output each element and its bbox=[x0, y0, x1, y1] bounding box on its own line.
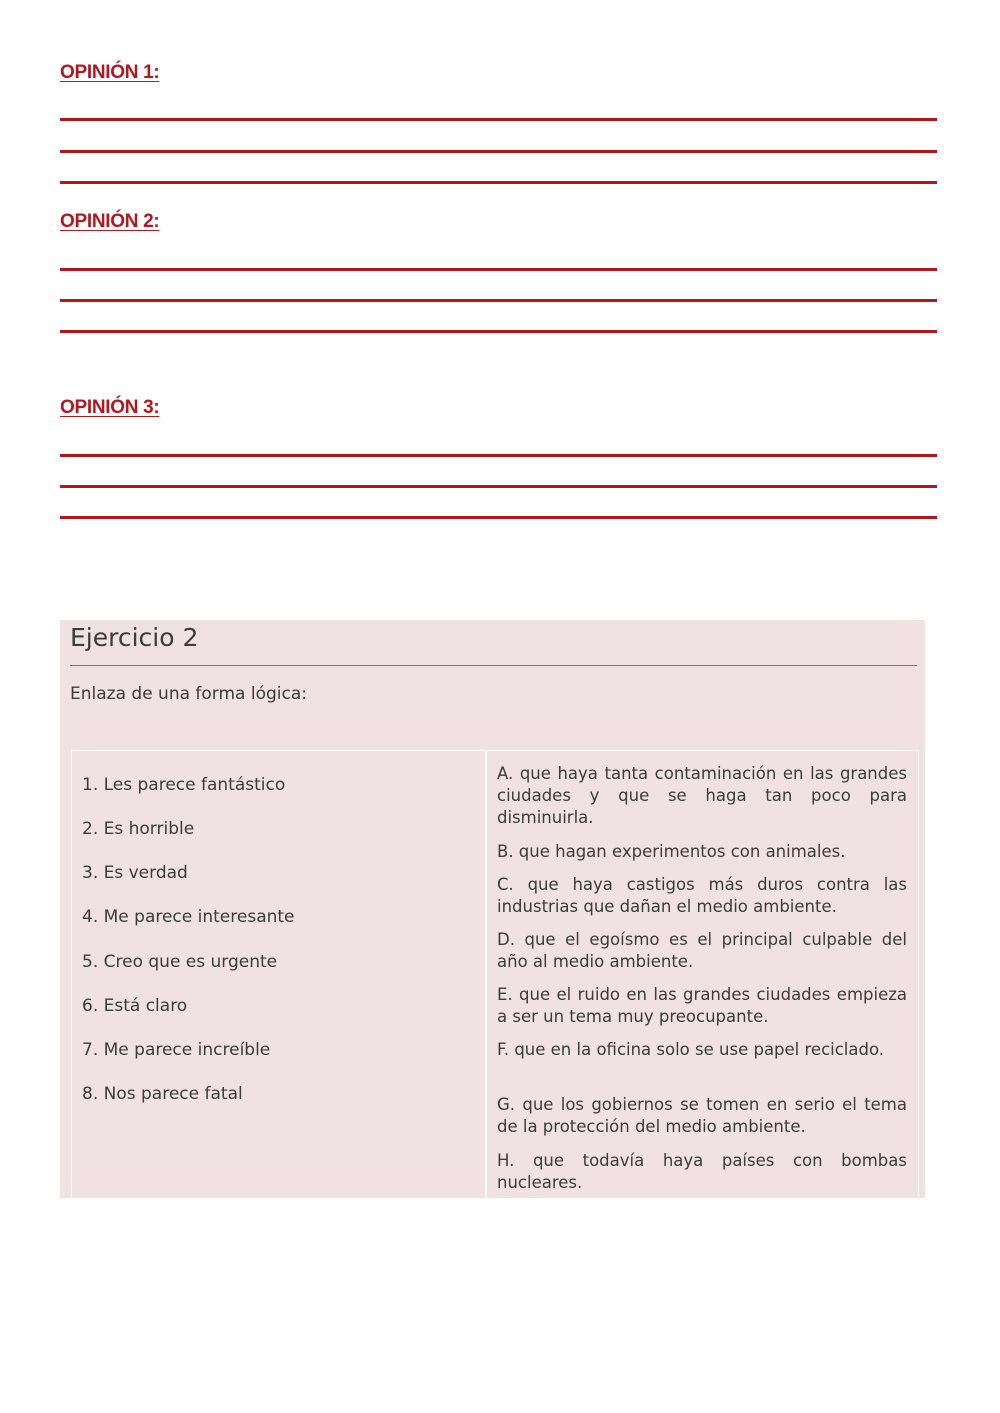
ending-item[interactable]: F. que en la oficina solo se use papel reciclado. bbox=[497, 1040, 885, 1059]
ending-item[interactable]: G. que los gobiernos se tomen en serio el tema de la protección del medio ambiente. bbox=[497, 1095, 907, 1136]
phrase-item[interactable]: 3. Es verdad bbox=[82, 863, 188, 883]
exercise-2-panel bbox=[60, 620, 925, 1198]
answer-line[interactable] bbox=[60, 516, 937, 519]
answer-line[interactable] bbox=[60, 118, 937, 121]
phrase-item[interactable]: 2. Es horrible bbox=[82, 819, 195, 839]
answer-line[interactable] bbox=[60, 150, 937, 153]
phrases-column bbox=[72, 751, 487, 1199]
opinion-1-heading: OPINIÓN 1: bbox=[60, 62, 160, 83]
ending-item[interactable]: D. que el egoísmo es el principal culpable del año al medio ambiente. bbox=[497, 930, 907, 971]
endings-column bbox=[487, 751, 918, 1199]
exercise-title: Ejercicio 2 bbox=[70, 623, 199, 652]
title-divider bbox=[70, 665, 917, 666]
answer-line[interactable] bbox=[60, 330, 937, 333]
ending-item[interactable]: H. que todavía haya países con bombas nucleares. bbox=[497, 1151, 907, 1192]
exercise-instruction: Enlaza de una forma lógica: bbox=[70, 684, 308, 704]
phrase-item[interactable]: 4. Me parece interesante bbox=[82, 907, 295, 927]
answer-line[interactable] bbox=[60, 454, 937, 457]
phrase-item[interactable]: 7. Me parece increíble bbox=[82, 1040, 271, 1060]
ending-item[interactable]: C. que haya castigos más duros contra las industrias que dañan el medio ambiente. bbox=[497, 875, 907, 916]
phrase-item[interactable]: 1. Les parece fantástico bbox=[82, 775, 286, 795]
answer-line[interactable] bbox=[60, 485, 937, 488]
answer-line[interactable] bbox=[60, 181, 937, 184]
answer-line[interactable] bbox=[60, 268, 937, 271]
phrase-item[interactable]: 8. Nos parece fatal bbox=[82, 1084, 243, 1104]
opinion-3-heading: OPINIÓN 3: bbox=[60, 397, 160, 418]
ending-item[interactable]: A. que haya tanta contaminación en las grandes ciudades y que se haga tan poco para disminuirla. bbox=[497, 764, 907, 827]
answer-line[interactable] bbox=[60, 299, 937, 302]
phrase-item[interactable]: 5. Creo que es urgente bbox=[82, 952, 278, 972]
phrase-item[interactable]: 6. Está claro bbox=[82, 996, 188, 1016]
matching-table bbox=[71, 750, 919, 1199]
ending-item[interactable]: E. que el ruido en las grandes ciudades empieza a ser un tema muy preocupante. bbox=[497, 985, 907, 1026]
opinion-2-heading: OPINIÓN 2: bbox=[60, 211, 160, 232]
ending-item[interactable]: B. que hagan experimentos con animales. bbox=[497, 842, 846, 861]
